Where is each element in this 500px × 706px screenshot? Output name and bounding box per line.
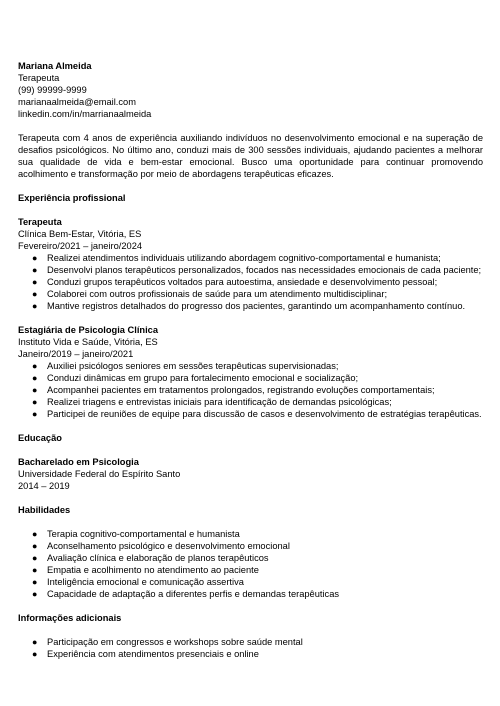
job-bullet-item [18,252,483,264]
bullet-text: Desenvolvi planos terapêuticos personalizados, focados nas necessidades emocionais de cada paciente; [47,265,482,275]
bullet-icon: ● [32,565,38,575]
job-bullet-item [18,360,483,372]
spacer [18,624,483,636]
school-name: Universidade Federal do Espírito Santo [18,469,181,479]
skill-text: Terapia cognitivo-comportamental e humanista [47,529,240,539]
job-bullet-item [18,372,483,384]
bullet-icon: ● [32,289,38,299]
bullet-icon: ● [32,409,38,419]
bullet-icon: ● [32,649,38,659]
bullet-icon: ● [32,361,38,371]
additional-text: Experiência com atendimentos presenciais e online [47,649,259,659]
bullet-icon: ● [32,373,38,383]
job-bullet-item [18,288,483,300]
bullet-text: Mantive registros detalhados do progresso dos pacientes, garantindo um acompanhamento contínuo. [47,301,466,311]
spacer [18,180,483,192]
job-bullets [18,252,483,312]
bullet-text: Conduzi dinâmicas em grupo para fortalecimento emocional e socialização; [47,373,359,383]
job-title: Estagiária de Psicologia Clínica [18,325,159,335]
resume-page [18,60,483,660]
spacer [18,444,483,456]
bullet-text: Conduzi grupos terapêuticos voltados para autoestima, ansiedade e desenvolvimento pessoal; [47,277,438,287]
bullet-icon: ● [32,553,38,563]
job-bullet-item [18,396,483,408]
additional-item [18,648,483,660]
candidate-linkedin[interactable]: linkedin.com/in/marrianaalmeida [18,109,152,119]
bullet-icon: ● [32,529,38,539]
candidate-role: Terapeuta [18,73,60,83]
spacer [18,120,483,132]
bullet-icon: ● [32,385,38,395]
skill-text: Capacidade de adaptação a diferentes perfis e demandas terapêuticas [47,589,340,599]
candidate-name: Mariana Almeida [18,61,92,71]
bullet-text: Acompanhei pacientes em tratamentos prolongados, registrando evoluções comportamentais; [47,385,435,395]
candidate-phone: (99) 99999-9999 [18,85,87,95]
education-period: 2014 – 2019 [18,481,70,491]
job-bullet-item [18,300,483,312]
candidate-email[interactable]: marianaalmeida@email.com [18,97,136,107]
spacer [18,600,483,612]
job-entry [18,216,483,312]
summary-paragraph: Terapeuta com 4 anos de experiência auxiliando indivíduos no desenvolvimento emocional e na superação de desafios psicológicos. No último ano, conduzi mais de 300 sessões individuais, ajudando pacientes a melhorar sua qualidade de vida e bem-estar emocional. Busco uma oportunidade para continuar promovendo acolhimento e transformação por meio de abordagens terapêuticas eficazes. [18,133,483,179]
job-bullets [18,360,483,420]
bullet-text: Auxiliei psicólogos seniores em sessões terapêuticas supervisionadas; [47,361,339,371]
job-bullet-item [18,408,483,420]
spacer [18,312,483,324]
bullet-icon: ● [32,541,38,551]
spacer [18,516,483,528]
bullet-icon: ● [32,301,38,311]
bullet-icon: ● [32,277,38,287]
bullet-text: Realizei atendimentos individuais utilizando abordagem cognitivo-comportamental e humanista; [47,253,441,263]
bullet-text: Colaborei com outros profissionais de saúde para um atendimento multidisciplinar; [47,289,388,299]
spacer [18,204,483,216]
skill-text: Aconselhamento psicológico e desenvolvimento emocional [47,541,290,551]
job-title: Terapeuta [18,217,62,227]
spacer [18,492,483,504]
additional-text: Participação em congressos e workshops sobre saúde mental [47,637,303,647]
skill-text: Empatia e acolhimento no atendimento ao paciente [47,565,259,575]
job-bullet-item [18,384,483,396]
skill-item [18,588,483,600]
education-heading: Educação [18,433,62,443]
additional-item [18,636,483,648]
job-bullet-item [18,264,483,276]
skills-heading: Habilidades [18,505,71,515]
additional-heading: Informações adicionais [18,613,122,623]
skill-item [18,552,483,564]
skill-text: Inteligência emocional e comunicação assertiva [47,577,244,587]
job-entry [18,324,483,420]
spacer [18,420,483,432]
bullet-text: Realizei triagens e entrevistas iniciais para identificação de demandas psicológicas; [47,397,392,407]
bullet-icon: ● [32,589,38,599]
experience-heading: Experiência profissional [18,193,126,203]
degree-title: Bacharelado em Psicologia [18,457,139,467]
job-period: Janeiro/2019 – janeiro/2021 [18,349,134,359]
contact-block [18,60,483,120]
job-bullet-item [18,276,483,288]
skill-text: Avaliação clínica e elaboração de planos terapêuticos [47,553,269,563]
job-org: Clínica Bem-Estar, Vitória, ES [18,229,142,239]
additional-list [18,636,483,660]
skill-item [18,528,483,540]
bullet-icon: ● [32,265,38,275]
skill-item [18,564,483,576]
skill-item [18,576,483,588]
skill-item [18,540,483,552]
job-period: Fevereiro/2021 – janeiro/2024 [18,241,143,251]
bullet-icon: ● [32,637,38,647]
bullet-icon: ● [32,577,38,587]
bullet-icon: ● [32,397,38,407]
skills-list [18,528,483,600]
bullet-text: Participei de reuniões de equipe para discussão de casos e desenvolvimento de estratégias terapêuticas. [47,409,482,419]
bullet-icon: ● [32,253,38,263]
job-org: Instituto Vida e Saúde, Vitória, ES [18,337,158,347]
